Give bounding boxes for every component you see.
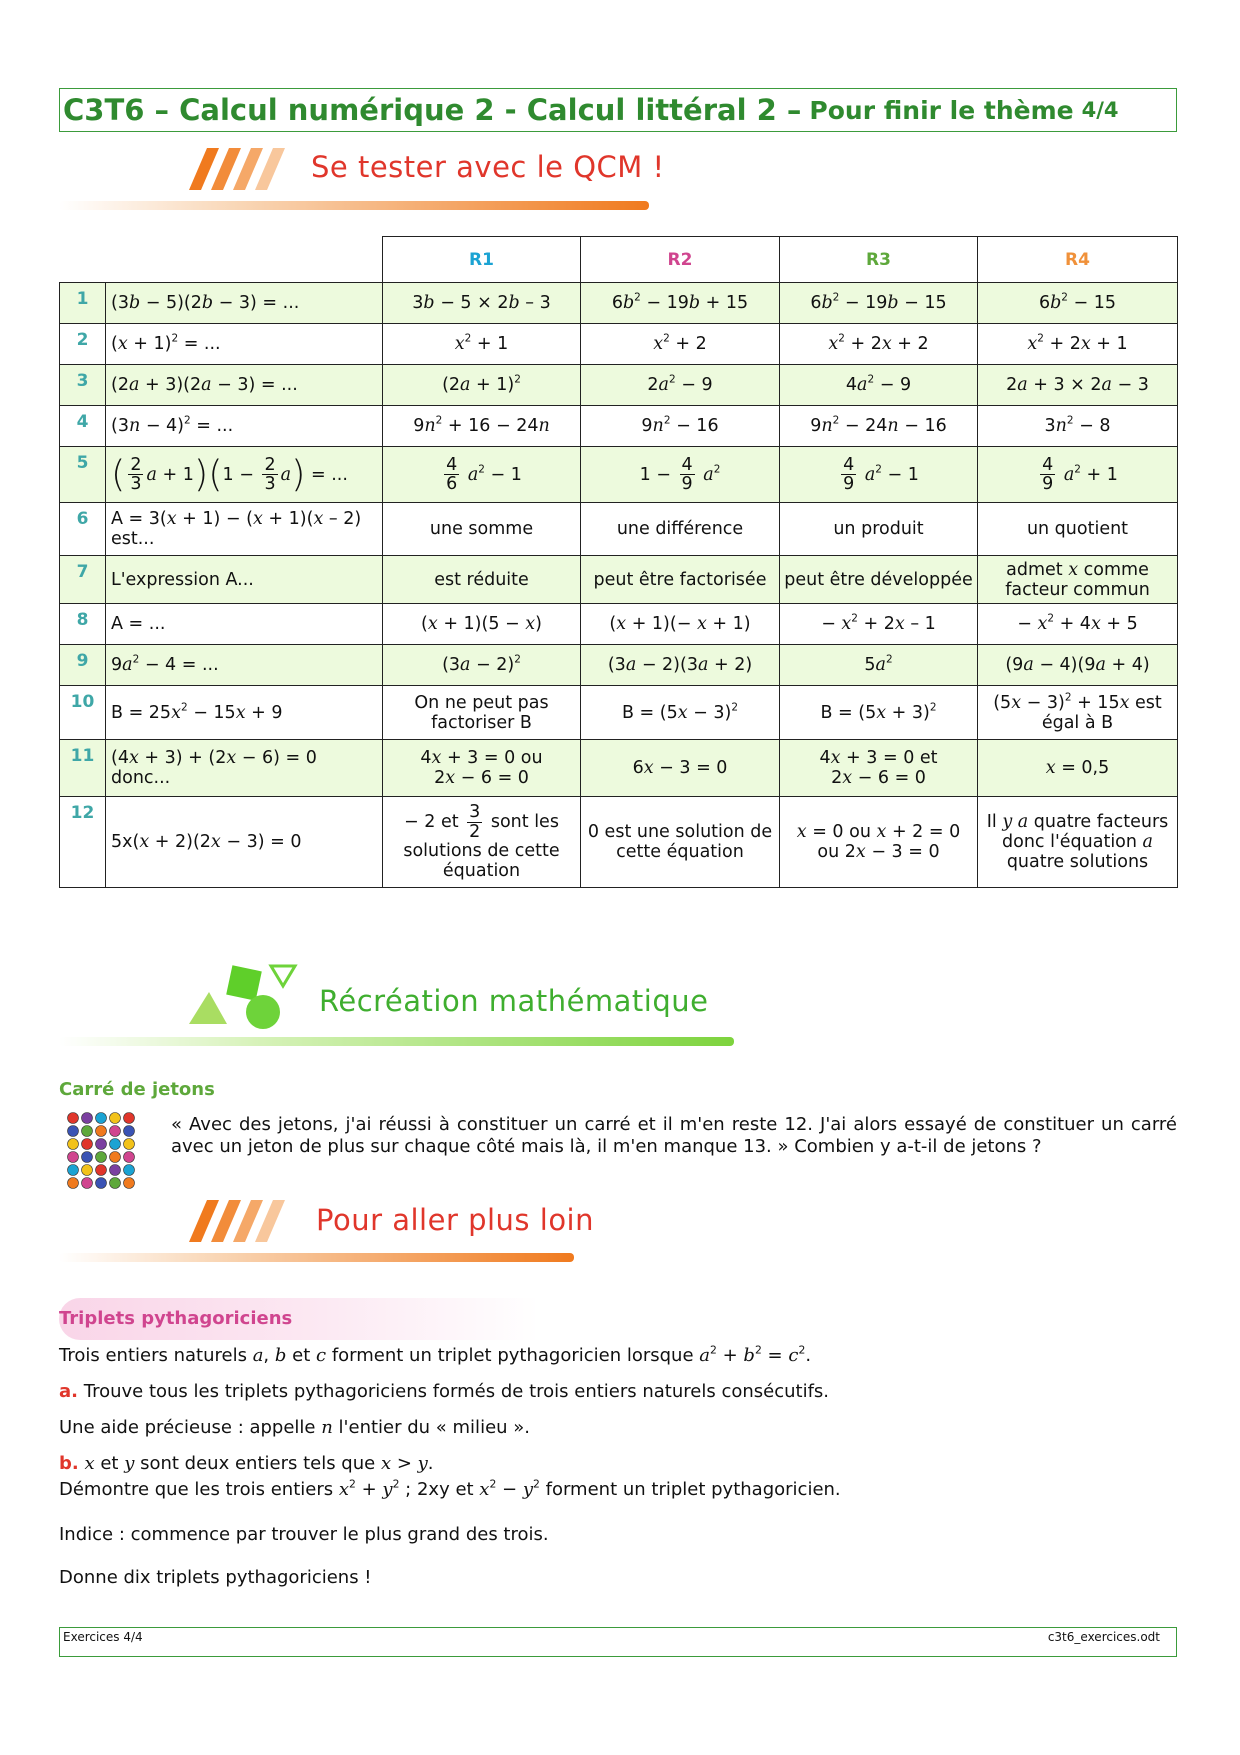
qcm-row-8	[60, 604, 1178, 645]
page-title	[59, 88, 1177, 132]
triplets-title: Triplets pythagoriciens	[59, 1308, 293, 1329]
token-dot	[110, 1139, 121, 1150]
answer-r4: admet x comme facteur commun	[978, 556, 1178, 604]
qcm-table	[59, 236, 1178, 888]
question-text: A = 3(x + 1) − (x + 1)(x – 2) est...	[106, 503, 383, 556]
question-number: 1	[60, 283, 106, 324]
question-text: 5x(x + 2)(2x − 3) = 0	[106, 797, 383, 888]
token-dot	[124, 1178, 135, 1189]
answer-r4: − $x^2 + 4x + 5$	[978, 604, 1178, 645]
answer-r4: (9a − 4)(9a + 4)	[978, 645, 1178, 686]
answer-r1: $9n^2 + 16 - 24n$	[383, 406, 581, 447]
section-plus-loin-title: Pour aller plus loin	[316, 1203, 594, 1237]
title-sub: Pour finir le thème	[809, 95, 1074, 125]
stripes-icon	[189, 1200, 299, 1242]
title-page: 4/4	[1081, 98, 1119, 122]
token-dot	[96, 1126, 107, 1137]
token-dot	[96, 1113, 107, 1124]
token-dot	[110, 1165, 121, 1176]
answer-r2: une différence	[581, 503, 780, 556]
token-dot	[82, 1178, 93, 1189]
qcm-header-row	[60, 237, 1178, 283]
dix-triplets-text: Donne dix triplets pythagoriciens !	[59, 1567, 372, 1588]
token-dot	[96, 1152, 107, 1163]
qcm-corner	[60, 237, 383, 283]
answer-r3: x = 0 ou x + 2 = 0 ou 2x − 3 = 0	[780, 797, 978, 888]
question-text: $(x + 1)^2$ = ...	[106, 324, 383, 365]
col-header-r1: R1	[383, 237, 581, 283]
answer-r2: $2a^2 - 9$	[581, 365, 780, 406]
qcm-row-10	[60, 686, 1178, 740]
section-recreation-header	[59, 962, 739, 1046]
answer-r2: $x^2 + 2$	[581, 324, 780, 365]
question-b	[59, 1453, 1159, 1475]
token-dot	[124, 1152, 135, 1163]
token-dot	[68, 1152, 79, 1163]
section-qcm-title: Se tester avec le QCM !	[311, 150, 665, 184]
question-a-label: a.	[59, 1381, 78, 1402]
intro-part-b: forment un triplet pythagoricien lorsque	[331, 1345, 694, 1366]
answer-r2: 0 est une solution de cette équation	[581, 797, 780, 888]
token-dot	[68, 1165, 79, 1176]
question-number: 8	[60, 604, 106, 645]
answer-r1: 4x + 3 = 0 ou 2x − 6 = 0	[383, 740, 581, 797]
qcm-row-1	[60, 283, 1178, 324]
answer-r1: (x + 1)(5 − x)	[383, 604, 581, 645]
answer-r1: $(2a + 1)^2$	[383, 365, 581, 406]
answer-r1: 3b − 5 × 2b – 3	[383, 283, 581, 324]
token-dot	[96, 1178, 107, 1189]
token-dot	[124, 1113, 135, 1124]
question-number: 2	[60, 324, 106, 365]
token-dot	[124, 1165, 135, 1176]
col-header-r3: R3	[780, 237, 978, 283]
answer-r2: $6b^2 - 19b + 15$	[581, 283, 780, 324]
qcm-row-4	[60, 406, 1178, 447]
indice-text: Indice : commence par trouver le plus grand des trois.	[59, 1524, 549, 1545]
aide-text: Une aide précieuse : appelle n l'entier du « milieu ».	[59, 1417, 531, 1438]
token-dot	[110, 1152, 121, 1163]
question-text: ( $\frac{2}{3}$ a + 1)(1 − $\frac{2}{3}$ a) = ...	[106, 447, 383, 503]
shapes-icon	[187, 962, 299, 1030]
answer-r4: $3n^2 - 8$	[978, 406, 1178, 447]
question-text: $(3n - 4)^2$ = ...	[106, 406, 383, 447]
qcm-row-5	[60, 447, 1178, 503]
answer-r1: est réduite	[383, 556, 581, 604]
answer-r2: (3a − 2)(3a + 2)	[581, 645, 780, 686]
answer-r4: $\frac{4}{9}$ $a^2 + 1$	[978, 447, 1178, 503]
token-dot	[82, 1165, 93, 1176]
question-number: 6	[60, 503, 106, 556]
token-dot	[68, 1139, 79, 1150]
token-dot	[68, 1178, 79, 1189]
col-header-r4: R4	[978, 237, 1178, 283]
answer-r4: 2a + 3 × 2a − 3	[978, 365, 1178, 406]
answer-r3: peut être développée	[780, 556, 978, 604]
qcm-row-9	[60, 645, 1178, 686]
token-dot	[82, 1152, 93, 1163]
question-text: (4x + 3) + (2x − 6) = 0 donc...	[106, 740, 383, 797]
qcm-row-6	[60, 503, 1178, 556]
answer-r2: $9n^2 - 16$	[581, 406, 780, 447]
stripes-icon	[189, 148, 299, 190]
recreation-text: « Avec des jetons, j'ai réussi à constituer un carré et il m'en reste 12. J'ai alors essayé de constituer un carré avec un jeton de plus sur chaque côté mais là, il m'en manque 13. » Combien y a-t-il de jetons ?	[171, 1114, 1177, 1157]
title-main: C3T6 – Calcul numérique 2 - Calcul littéral 2 –	[63, 93, 802, 127]
answer-r2: peut être factorisée	[581, 556, 780, 604]
token-dot	[68, 1126, 79, 1137]
token-dot	[96, 1165, 107, 1176]
token-dot	[82, 1126, 93, 1137]
intro-part-a: Trois entiers naturels	[59, 1345, 247, 1366]
question-number: 3	[60, 365, 106, 406]
answer-r3: $x^2 + 2x + 2$	[780, 324, 978, 365]
question-a-text: Trouve tous les triplets pythagoriciens formés de trois entiers naturels consécutifs.	[83, 1381, 830, 1402]
footer-left: Exercices 4/4	[63, 1630, 143, 1644]
question-number: 7	[60, 556, 106, 604]
question-text: (2a + 3)(2a − 3) = ...	[106, 365, 383, 406]
question-text: $B = 25x^2 - 15x + 9$	[106, 686, 383, 740]
answer-r3: 4x + 3 = 0 et 2x − 6 = 0	[780, 740, 978, 797]
qcm-row-3	[60, 365, 1178, 406]
question-text: $9a^2 - 4$ = ...	[106, 645, 383, 686]
col-header-r2: R2	[581, 237, 780, 283]
question-text: L'expression A...	[106, 556, 383, 604]
tokens-icon	[66, 1111, 146, 1191]
qcm-row-12	[60, 797, 1178, 888]
answer-r4: x = 0,5	[978, 740, 1178, 797]
token-dot	[110, 1113, 121, 1124]
question-number: 11	[60, 740, 106, 797]
token-dot	[124, 1139, 135, 1150]
answer-r1: une somme	[383, 503, 581, 556]
answer-r3: $B = (5x + 3)^2$	[780, 686, 978, 740]
answer-r3: un produit	[780, 503, 978, 556]
answer-r1: $\frac{4}{6}$ $a^2 - 1$	[383, 447, 581, 503]
answer-r4: $(5x - 3)^2 + 15x$ est égal à B	[978, 686, 1178, 740]
section-plus-loin-header	[59, 1196, 594, 1262]
question-b-text-1: x et y sont deux entiers tels que x > y.	[84, 1453, 434, 1474]
footer	[59, 1627, 1177, 1657]
question-b-text-2: Démontre que les trois entiers $x^2 + y^2$ ; 2xy et $x^2 - y^2$ forment un triplet pythagoricien.	[59, 1477, 841, 1500]
triplets-intro: Trois entiers naturels a, b et c forment un triplet pythagoricien lorsque $a^2 + b^2 = c^2$.	[59, 1343, 812, 1366]
answer-r1: − 2 et $\frac{3}{2}$ sont les solutions de cette équation	[383, 797, 581, 888]
token-dot	[110, 1126, 121, 1137]
question-number: 12	[60, 797, 106, 888]
question-number: 10	[60, 686, 106, 740]
question-a	[59, 1381, 1159, 1403]
answer-r4: Il y a quatre facteurs donc l'équation a quatre solutions	[978, 797, 1178, 888]
qcm-row-2	[60, 324, 1178, 365]
answer-r3: $9n^2 - 24n - 16$	[780, 406, 978, 447]
token-dot	[68, 1113, 79, 1124]
qcm-row-7	[60, 556, 1178, 604]
section-recreation-underline	[59, 1037, 734, 1046]
answer-r2: 1 − $\frac{4}{9}$ $a^2$	[581, 447, 780, 503]
answer-r4: un quotient	[978, 503, 1178, 556]
question-text: A = ...	[106, 604, 383, 645]
section-qcm-underline	[59, 201, 649, 210]
answer-r2: (x + 1)(− x + 1)	[581, 604, 780, 645]
question-text: (3b − 5)(2b − 3) = ...	[106, 283, 383, 324]
answer-r4: $6b^2 - 15$	[978, 283, 1178, 324]
answer-r2: 6x − 3 = 0	[581, 740, 780, 797]
section-plus-loin-underline	[59, 1253, 574, 1262]
answer-r2: $B = (5x - 3)^2$	[581, 686, 780, 740]
answer-r3: $6b^2 - 19b - 15$	[780, 283, 978, 324]
answer-r1: $x^2 + 1$	[383, 324, 581, 365]
section-qcm-header	[59, 140, 665, 210]
token-dot	[124, 1126, 135, 1137]
answer-r1: On ne peut pas factoriser B	[383, 686, 581, 740]
answer-r3: − $x^2 + 2x - 1$	[780, 604, 978, 645]
answer-r4: $x^2 + 2x + 1$	[978, 324, 1178, 365]
token-dot	[82, 1139, 93, 1150]
answer-r3: $5a^2$	[780, 645, 978, 686]
answer-r1: $(3a - 2)^2$	[383, 645, 581, 686]
answer-r3: $\frac{4}{9}$ $a^2 - 1$	[780, 447, 978, 503]
question-number: 4	[60, 406, 106, 447]
answer-r3: $4a^2 - 9$	[780, 365, 978, 406]
token-dot	[82, 1113, 93, 1124]
recreation-title: Carré de jetons	[59, 1079, 215, 1100]
section-recreation-title: Récréation mathématique	[319, 984, 709, 1018]
question-number: 5	[60, 447, 106, 503]
question-b-label: b.	[59, 1453, 79, 1474]
qcm-row-11	[60, 740, 1178, 797]
question-number: 9	[60, 645, 106, 686]
token-dot	[96, 1139, 107, 1150]
token-dot	[110, 1178, 121, 1189]
footer-right: c3t6_exercices.odt	[1047, 1630, 1160, 1644]
